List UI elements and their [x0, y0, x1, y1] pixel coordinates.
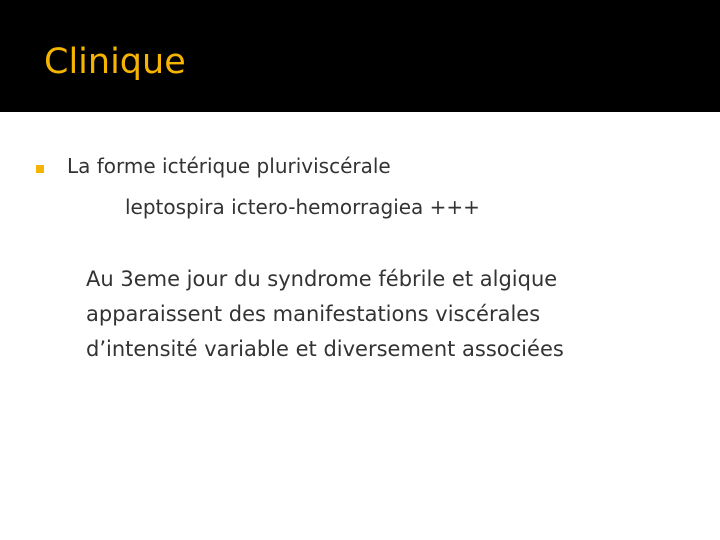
bullet-text-line-2: leptospira ictero-hemorragiea +++	[125, 195, 480, 219]
bullet-text-line-1: La forme ictérique pluriviscérale	[67, 154, 391, 178]
paragraph-line-2: apparaissent des manifestations viscérales	[86, 302, 541, 326]
title-band	[0, 0, 720, 112]
body-paragraph	[86, 262, 706, 367]
paragraph-line-3: d’intensité variable et diversement associées	[86, 337, 564, 361]
square-bullet-icon	[36, 165, 44, 173]
paragraph-line-1: Au 3eme jour du syndrome fébrile et algique	[86, 267, 558, 291]
slide-title: Clinique	[44, 42, 186, 82]
